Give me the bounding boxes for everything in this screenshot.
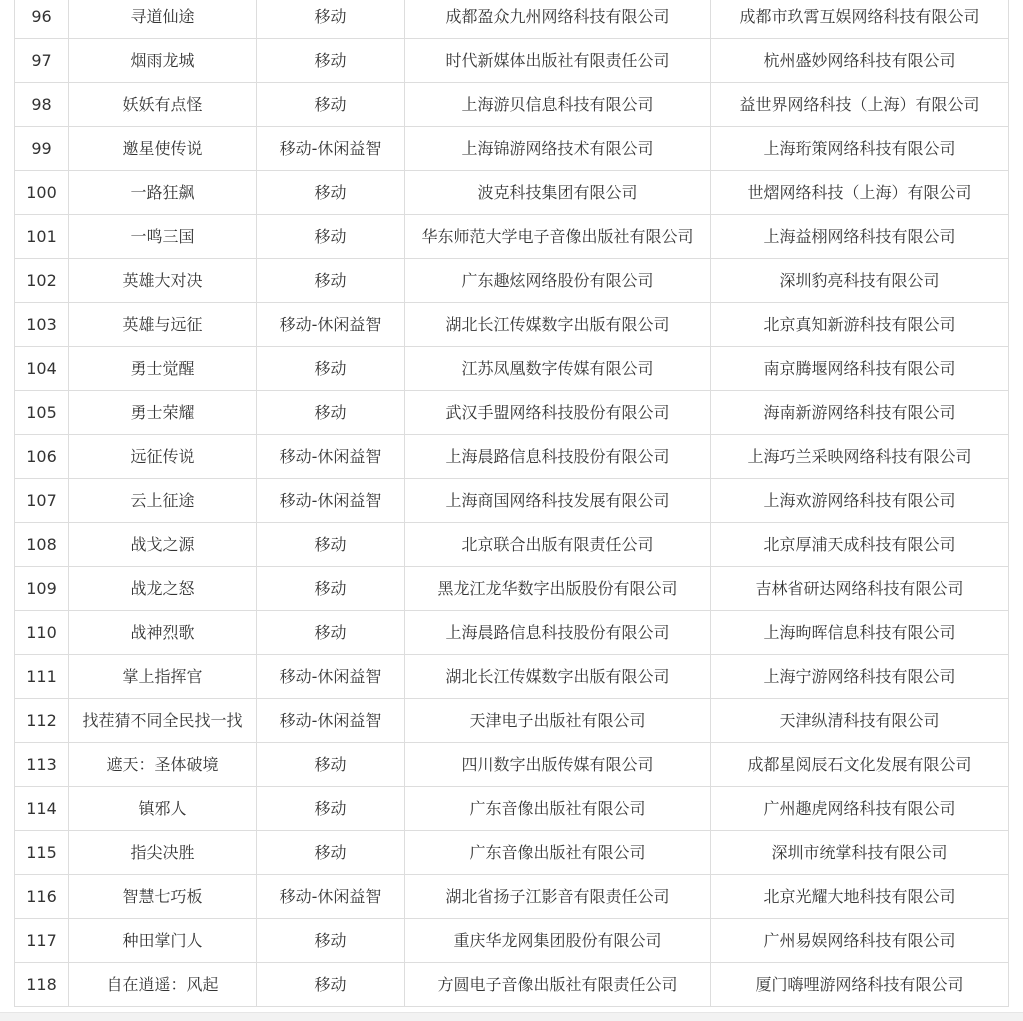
game-name: 烟雨龙城 xyxy=(69,39,257,83)
row-number: 103 xyxy=(15,303,69,347)
publisher: 上海游贝信息科技有限公司 xyxy=(405,83,711,127)
row-number: 112 xyxy=(15,699,69,743)
row-number: 97 xyxy=(15,39,69,83)
game-category: 移动 xyxy=(257,523,405,567)
publisher: 武汉手盟网络科技股份有限公司 xyxy=(405,391,711,435)
operator: 天津纵清科技有限公司 xyxy=(711,699,1009,743)
game-approval-table xyxy=(14,0,1009,1007)
table-row xyxy=(15,875,1009,919)
game-category: 移动 xyxy=(257,963,405,1007)
table-row xyxy=(15,919,1009,963)
row-number: 98 xyxy=(15,83,69,127)
operator: 杭州盛妙网络科技有限公司 xyxy=(711,39,1009,83)
game-name: 找茬猜不同全民找一找 xyxy=(69,699,257,743)
row-number: 100 xyxy=(15,171,69,215)
publisher: 重庆华龙网集团股份有限公司 xyxy=(405,919,711,963)
row-number: 104 xyxy=(15,347,69,391)
publisher: 华东师范大学电子音像出版社有限公司 xyxy=(405,215,711,259)
row-number: 106 xyxy=(15,435,69,479)
operator: 世熠网络科技（上海）有限公司 xyxy=(711,171,1009,215)
game-name: 战神烈歌 xyxy=(69,611,257,655)
game-name: 遮天：圣体破境 xyxy=(69,743,257,787)
publisher: 四川数字出版传媒有限公司 xyxy=(405,743,711,787)
row-number: 116 xyxy=(15,875,69,919)
publisher: 广东音像出版社有限公司 xyxy=(405,787,711,831)
game-approval-table-container xyxy=(14,0,1008,1007)
operator: 海南新游网络科技有限公司 xyxy=(711,391,1009,435)
table-row xyxy=(15,83,1009,127)
publisher: 北京联合出版有限责任公司 xyxy=(405,523,711,567)
table-row xyxy=(15,743,1009,787)
game-category: 移动 xyxy=(257,919,405,963)
game-category: 移动 xyxy=(257,215,405,259)
operator: 南京腾堰网络科技有限公司 xyxy=(711,347,1009,391)
operator: 上海巧兰采映网络科技有限公司 xyxy=(711,435,1009,479)
table-row xyxy=(15,347,1009,391)
game-category: 移动 xyxy=(257,743,405,787)
publisher: 天津电子出版社有限公司 xyxy=(405,699,711,743)
table-row xyxy=(15,127,1009,171)
row-number: 109 xyxy=(15,567,69,611)
game-name: 种田掌门人 xyxy=(69,919,257,963)
game-category: 移动-休闲益智 xyxy=(257,655,405,699)
game-name: 掌上指挥官 xyxy=(69,655,257,699)
row-number: 107 xyxy=(15,479,69,523)
publisher: 湖北省扬子江影音有限责任公司 xyxy=(405,875,711,919)
operator: 上海昫晖信息科技有限公司 xyxy=(711,611,1009,655)
table-row xyxy=(15,0,1009,39)
game-name: 英雄大对决 xyxy=(69,259,257,303)
game-category: 移动-休闲益智 xyxy=(257,479,405,523)
table-row xyxy=(15,303,1009,347)
table-row xyxy=(15,435,1009,479)
game-name: 邀星使传说 xyxy=(69,127,257,171)
table-row xyxy=(15,215,1009,259)
game-name: 镇邪人 xyxy=(69,787,257,831)
row-number: 118 xyxy=(15,963,69,1007)
game-category: 移动 xyxy=(257,831,405,875)
row-number: 101 xyxy=(15,215,69,259)
row-number: 99 xyxy=(15,127,69,171)
game-category: 移动-休闲益智 xyxy=(257,435,405,479)
game-category: 移动 xyxy=(257,0,405,39)
publisher: 湖北长江传媒数字出版有限公司 xyxy=(405,655,711,699)
game-name: 寻道仙途 xyxy=(69,0,257,39)
operator: 北京光耀大地科技有限公司 xyxy=(711,875,1009,919)
game-category: 移动 xyxy=(257,171,405,215)
publisher: 黑龙江龙华数字出版股份有限公司 xyxy=(405,567,711,611)
publisher: 上海锦游网络技术有限公司 xyxy=(405,127,711,171)
game-name: 指尖决胜 xyxy=(69,831,257,875)
publisher: 上海晨路信息科技股份有限公司 xyxy=(405,611,711,655)
row-number: 105 xyxy=(15,391,69,435)
operator: 成都星阅辰石文化发展有限公司 xyxy=(711,743,1009,787)
game-name: 战龙之怒 xyxy=(69,567,257,611)
publisher: 波克科技集团有限公司 xyxy=(405,171,711,215)
operator: 益世界网络科技（上海）有限公司 xyxy=(711,83,1009,127)
game-category: 移动 xyxy=(257,567,405,611)
row-number: 115 xyxy=(15,831,69,875)
game-name: 自在逍遥：风起 xyxy=(69,963,257,1007)
table-row xyxy=(15,171,1009,215)
operator: 成都市玖霄互娱网络科技有限公司 xyxy=(711,0,1009,39)
game-name: 远征传说 xyxy=(69,435,257,479)
publisher: 江苏凤凰数字传媒有限公司 xyxy=(405,347,711,391)
table-row xyxy=(15,391,1009,435)
operator: 广州趣虎网络科技有限公司 xyxy=(711,787,1009,831)
table-row xyxy=(15,963,1009,1007)
publisher: 时代新媒体出版社有限责任公司 xyxy=(405,39,711,83)
table-row xyxy=(15,567,1009,611)
publisher: 广东趣炫网络股份有限公司 xyxy=(405,259,711,303)
game-category: 移动-休闲益智 xyxy=(257,303,405,347)
operator: 上海珩策网络科技有限公司 xyxy=(711,127,1009,171)
game-category: 移动 xyxy=(257,787,405,831)
operator: 广州易娱网络科技有限公司 xyxy=(711,919,1009,963)
table-row xyxy=(15,259,1009,303)
game-category: 移动-休闲益智 xyxy=(257,127,405,171)
operator: 上海宁游网络科技有限公司 xyxy=(711,655,1009,699)
game-name: 智慧七巧板 xyxy=(69,875,257,919)
table-row xyxy=(15,655,1009,699)
game-category: 移动-休闲益智 xyxy=(257,699,405,743)
game-category: 移动 xyxy=(257,83,405,127)
operator: 深圳市统掌科技有限公司 xyxy=(711,831,1009,875)
game-category: 移动-休闲益智 xyxy=(257,875,405,919)
row-number: 110 xyxy=(15,611,69,655)
game-name: 英雄与远征 xyxy=(69,303,257,347)
row-number: 111 xyxy=(15,655,69,699)
operator: 上海益栩网络科技有限公司 xyxy=(711,215,1009,259)
table-row xyxy=(15,831,1009,875)
row-number: 114 xyxy=(15,787,69,831)
row-number: 102 xyxy=(15,259,69,303)
game-name: 云上征途 xyxy=(69,479,257,523)
table-row xyxy=(15,699,1009,743)
game-name: 战戈之源 xyxy=(69,523,257,567)
game-category: 移动 xyxy=(257,611,405,655)
game-category: 移动 xyxy=(257,391,405,435)
publisher: 成都盈众九州网络科技有限公司 xyxy=(405,0,711,39)
table-row xyxy=(15,787,1009,831)
table-row xyxy=(15,479,1009,523)
operator: 北京厚浦天成科技有限公司 xyxy=(711,523,1009,567)
operator: 吉林省研达网络科技有限公司 xyxy=(711,567,1009,611)
publisher: 广东音像出版社有限公司 xyxy=(405,831,711,875)
table-row xyxy=(15,39,1009,83)
game-name: 勇士荣耀 xyxy=(69,391,257,435)
game-category: 移动 xyxy=(257,39,405,83)
operator: 厦门嗨哩游网络科技有限公司 xyxy=(711,963,1009,1007)
game-category: 移动 xyxy=(257,259,405,303)
game-name: 妖妖有点怪 xyxy=(69,83,257,127)
table-row xyxy=(15,611,1009,655)
row-number: 96 xyxy=(15,0,69,39)
row-number: 113 xyxy=(15,743,69,787)
game-category: 移动 xyxy=(257,347,405,391)
operator: 上海欢游网络科技有限公司 xyxy=(711,479,1009,523)
publisher: 湖北长江传媒数字出版有限公司 xyxy=(405,303,711,347)
row-number: 108 xyxy=(15,523,69,567)
operator: 北京真知新游科技有限公司 xyxy=(711,303,1009,347)
game-name: 一路狂飙 xyxy=(69,171,257,215)
publisher: 方圆电子音像出版社有限责任公司 xyxy=(405,963,711,1007)
operator: 深圳豹亮科技有限公司 xyxy=(711,259,1009,303)
row-number: 117 xyxy=(15,919,69,963)
game-name: 一鸣三国 xyxy=(69,215,257,259)
game-name: 勇士觉醒 xyxy=(69,347,257,391)
publisher: 上海商国网络科技发展有限公司 xyxy=(405,479,711,523)
publisher: 上海晨路信息科技股份有限公司 xyxy=(405,435,711,479)
table-row xyxy=(15,523,1009,567)
